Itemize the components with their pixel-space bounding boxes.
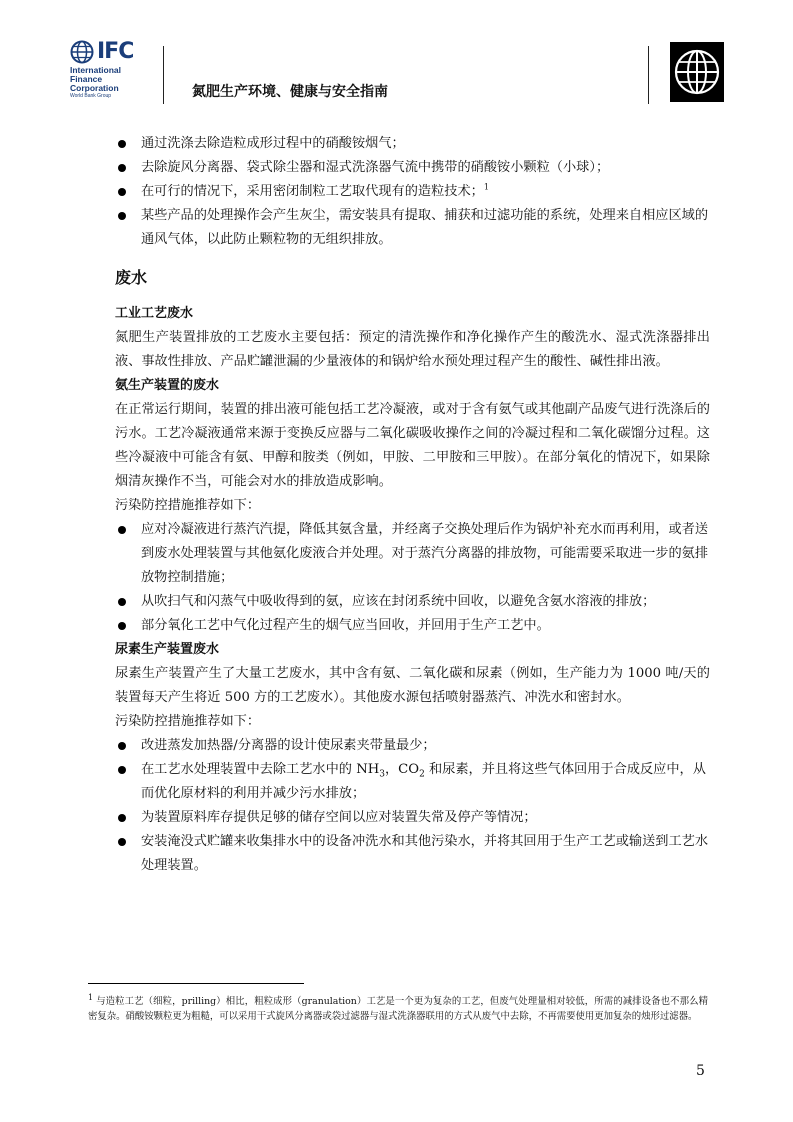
list-item-text: 部分氧化工艺中气化过程产生的烟气应当回收，并回用于生产工艺中。 bbox=[141, 618, 550, 633]
ifc-name-line: Finance bbox=[70, 74, 103, 84]
ifc-name-line: International bbox=[70, 65, 122, 75]
text-segment: 和尿素，并且将这些气体回用于合成反应中，从而优化原材料的利用并减少污水排放； bbox=[141, 762, 706, 801]
list-item bbox=[115, 734, 710, 758]
footnote-divider bbox=[88, 983, 304, 984]
footnote-text: 与造粒工艺（细粒，prilling）相比，粗粒成形（granulation）工艺是一个更为复杂的工艺，但废气处理量相对较低，所需的减排设备也不那么精密复杂。硝酸铵颗粒更为粗糙，可以采用干式旋风分离器或袋过滤器与湿式洗涤器联用的方式从废气中去除，不再需要使用更加复杂的烛形过滤器。 bbox=[88, 996, 708, 1022]
list-item-text: 通过洗涤去除造粒成形过程中的硝酸铵烟气； bbox=[141, 136, 405, 151]
bullet-icon bbox=[118, 188, 126, 196]
list-item bbox=[115, 518, 710, 590]
bullet-icon bbox=[118, 212, 126, 220]
bullet-icon bbox=[118, 742, 126, 750]
bullet-icon bbox=[118, 838, 126, 846]
list-item-text: 某些产品的处理操作会产生灰尘，需安装具有提取、捕获和过滤功能的系统，处理来自相应区域的通风气体，以此防止颗粒物的无组织排放。 bbox=[141, 208, 709, 247]
list-item-text: 为装置原料库存提供足够的储存空间以应对装置失常及停产等情况； bbox=[141, 810, 537, 825]
header-divider-left bbox=[163, 46, 164, 104]
ifc-subtitle: World Bank Group bbox=[70, 93, 112, 99]
list-item bbox=[115, 180, 710, 204]
bullet-icon bbox=[118, 598, 126, 606]
bullet-icon bbox=[118, 766, 126, 774]
bullet-icon bbox=[118, 164, 126, 172]
bullet-icon bbox=[118, 526, 126, 534]
list-item-text: 应对冷凝液进行蒸汽汽提，降低其氨含量，并经离子交换处理后作为锅炉补充水而再利用，或者送到废水处理装置与其他氨化废液合并处理。对于蒸汽分离器的排放物，可能需要采取进一步的氨排放物控制措施； bbox=[141, 522, 709, 585]
section-heading-wastewater: 废水 bbox=[115, 268, 148, 287]
subheading-ammonia: 氨生产装置的废水 bbox=[115, 378, 220, 393]
ifc-name-line: Corporation bbox=[70, 83, 119, 93]
page-number: 5 bbox=[696, 1063, 705, 1079]
list-item-text: 安装淹没式贮罐来收集排水中的设备冲洗水和其他污染水，并将其回用于生产工艺或输送到工艺水处理装置。 bbox=[141, 834, 709, 873]
ifc-name bbox=[70, 66, 150, 93]
footnote-number: 1 bbox=[88, 992, 94, 1002]
subheading-urea: 尿素生产装置废水 bbox=[115, 642, 220, 657]
list-item-text: 改进蒸发加热器/分离器的设计使尿素夹带量最少； bbox=[141, 738, 436, 753]
list-item-text: 从吹扫气和闪蒸气中吸收得到的氨，应该在封闭系统中回收，以避免含氨水溶液的排放； bbox=[141, 594, 656, 609]
bullet-icon bbox=[118, 622, 126, 630]
page-header bbox=[0, 0, 793, 110]
page-body bbox=[115, 132, 710, 878]
paragraph-industrial: 氮肥生产装置排放的工艺废水主要包括：预定的清洗操作和净化操作产生的酸洗水、湿式洗涤器排出液、事故性排放、产品贮罐泄漏的少量液体的和锅炉给水预处理过程产生的酸性、碱性排出液。 bbox=[115, 330, 710, 369]
footnote bbox=[88, 994, 708, 1024]
header-divider-right bbox=[648, 46, 649, 104]
ifc-logo bbox=[70, 40, 150, 106]
list-item bbox=[115, 132, 710, 156]
list-item bbox=[115, 590, 710, 614]
list-item bbox=[115, 806, 710, 830]
list-item-text bbox=[141, 762, 706, 801]
list-item-text: 在可行的情况下，采用密闭制粒工艺取代现有的造粒技术； bbox=[141, 184, 484, 199]
paragraph-ammonia: 在正常运行期间，装置的排出液可能包括工艺冷凝液，或对于含有氨气或其他副产品废气进行洗涤后的污水。工艺冷凝液通常来源于变换反应器与二氧化碳吸收操作之间的冷凝过程和二氧化碳馏分过程。这些冷凝液中可能含有氨、甲醇和胺类（例如，甲胺、二甲胺和三甲胺）。在部分氧化的情况下，如果除烟清灰操作不当，可能会对水的排放造成影响。 bbox=[115, 402, 710, 489]
measures-lead-urea: 污染防控措施推荐如下： bbox=[115, 714, 261, 729]
list-item bbox=[115, 156, 710, 180]
text-segment: 在工艺水处理装置中去除工艺水中的 NH bbox=[141, 762, 380, 777]
world-bank-globe-icon bbox=[670, 42, 724, 102]
ifc-globe-icon bbox=[70, 40, 94, 64]
footnote-ref: 1 bbox=[483, 182, 489, 192]
bullet-icon bbox=[118, 140, 126, 148]
subheading-industrial: 工业工艺废水 bbox=[115, 306, 194, 321]
subscript: 3 bbox=[379, 769, 385, 780]
ifc-letters: IFC bbox=[97, 39, 134, 64]
measures-lead-ammonia: 污染防控措施推荐如下： bbox=[115, 498, 261, 513]
subscript: 2 bbox=[419, 769, 425, 780]
bullet-icon bbox=[118, 814, 126, 822]
list-item bbox=[115, 204, 710, 252]
paragraph-urea: 尿素生产装置产生了大量工艺废水，其中含有氨、二氧化碳和尿素（例如，生产能力为 1000 吨/天的装置每天产生将近 500 方的工艺废水）。其他废水源包括喷射器蒸汽、冲洗水和密封水。 bbox=[115, 666, 710, 705]
text-segment: ，CO bbox=[384, 762, 420, 777]
list-item-text: 去除旋风分离器、袋式除尘器和湿式洗涤器气流中携带的硝酸铵小颗粒（小球）； bbox=[141, 160, 610, 175]
list-item bbox=[115, 830, 710, 878]
list-item bbox=[115, 758, 710, 806]
list-item bbox=[115, 614, 710, 638]
document-title: 氮肥生产环境、健康与安全指南 bbox=[192, 84, 388, 100]
